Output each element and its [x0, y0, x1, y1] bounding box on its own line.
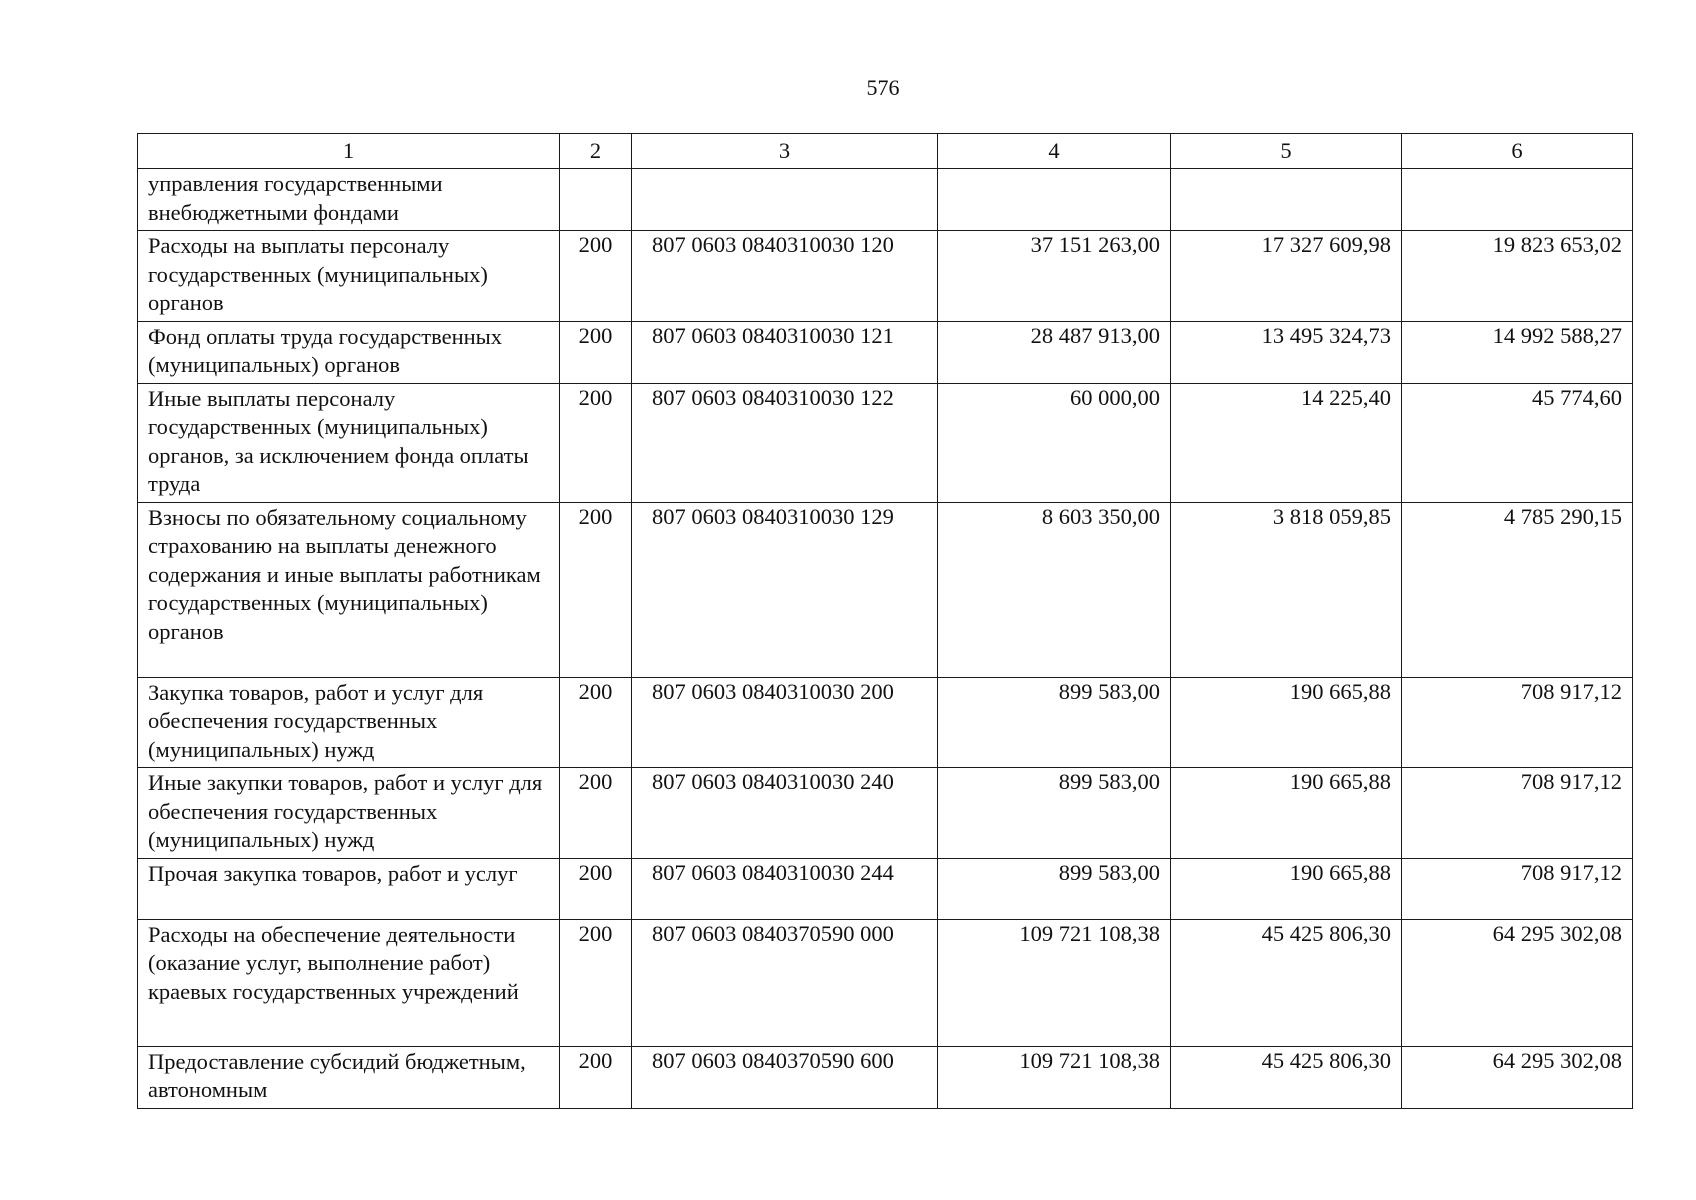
column-header-3: 3 — [632, 134, 938, 169]
table-body — [138, 169, 1633, 1109]
row-unexecuted-cell: 4 785 290,15 — [1402, 502, 1633, 677]
row-budget-code-cell: 807 0603 0840370590 000 — [632, 919, 938, 1046]
row-executed-cell: 190 665,88 — [1171, 858, 1402, 919]
row-budget-code-cell: 807 0603 0840310030 129 — [632, 502, 938, 677]
row-line-code-cell — [560, 169, 632, 231]
row-line-code-cell: 200 — [560, 383, 632, 502]
table-row — [138, 1046, 1633, 1108]
row-line-code-cell: 200 — [560, 1046, 632, 1108]
row-executed-cell: 190 665,88 — [1171, 677, 1402, 768]
row-approved-cell: 899 583,00 — [938, 677, 1171, 768]
row-budget-code-cell: 807 0603 0840310030 121 — [632, 321, 938, 383]
row-name-cell: управления государственными внебюджетными фондами — [138, 169, 560, 231]
row-line-code-cell: 200 — [560, 768, 632, 859]
row-approved-cell: 60 000,00 — [938, 383, 1171, 502]
row-approved-cell: 37 151 263,00 — [938, 231, 1171, 322]
row-unexecuted-cell: 708 917,12 — [1402, 858, 1633, 919]
row-approved-cell: 28 487 913,00 — [938, 321, 1171, 383]
row-executed-cell: 190 665,88 — [1171, 768, 1402, 859]
page-number: 576 — [866, 75, 900, 100]
row-name-cell: Фонд оплаты труда государственных (муниципальных) органов — [138, 321, 560, 383]
row-name-cell: Иные выплаты персоналу государственных (муниципальных) органов, за исключением фонда оплаты труда — [138, 383, 560, 502]
row-executed-cell — [1171, 169, 1402, 231]
row-budget-code-cell: 807 0603 0840310030 122 — [632, 383, 938, 502]
row-budget-code-cell: 807 0603 0840310030 200 — [632, 677, 938, 768]
row-executed-cell: 17 327 609,98 — [1171, 231, 1402, 322]
row-budget-code-cell — [632, 169, 938, 231]
row-line-code-cell: 200 — [560, 858, 632, 919]
row-approved-cell: 899 583,00 — [938, 768, 1171, 859]
row-name-cell: Взносы по обязательному социальному страхованию на выплаты денежного содержания и иные выплаты работникам государственных (муниципальных) органов — [138, 502, 560, 677]
row-name-cell: Иные закупки товаров, работ и услуг для обеспечения государственных (муниципальных) нужд — [138, 768, 560, 859]
row-line-code-cell: 200 — [560, 919, 632, 1046]
table-row — [138, 169, 1633, 231]
table-row — [138, 677, 1633, 768]
table-row — [138, 383, 1633, 502]
row-approved-cell: 109 721 108,38 — [938, 1046, 1171, 1108]
column-header-5: 5 — [1171, 134, 1402, 169]
table-row — [138, 768, 1633, 859]
row-executed-cell: 14 225,40 — [1171, 383, 1402, 502]
column-header-6: 6 — [1402, 134, 1633, 169]
table-header — [138, 134, 1633, 169]
table-row — [138, 919, 1633, 1046]
row-unexecuted-cell: 708 917,12 — [1402, 768, 1633, 859]
row-budget-code-cell: 807 0603 0840370590 600 — [632, 1046, 938, 1108]
row-line-code-cell: 200 — [560, 231, 632, 322]
row-name-cell: Закупка товаров, работ и услуг для обеспечения государственных (муниципальных) нужд — [138, 677, 560, 768]
row-line-code-cell: 200 — [560, 502, 632, 677]
row-executed-cell: 45 425 806,30 — [1171, 1046, 1402, 1108]
row-name-cell: Расходы на выплаты персоналу государственных (муниципальных) органов — [138, 231, 560, 322]
row-budget-code-cell: 807 0603 0840310030 240 — [632, 768, 938, 859]
row-budget-code-cell: 807 0603 0840310030 120 — [632, 231, 938, 322]
row-line-code-cell: 200 — [560, 677, 632, 768]
table-row — [138, 321, 1633, 383]
table-row — [138, 231, 1633, 322]
budget-execution-table — [137, 133, 1633, 1109]
row-unexecuted-cell: 708 917,12 — [1402, 677, 1633, 768]
row-executed-cell: 45 425 806,30 — [1171, 919, 1402, 1046]
row-executed-cell: 13 495 324,73 — [1171, 321, 1402, 383]
row-unexecuted-cell: 64 295 302,08 — [1402, 1046, 1633, 1108]
row-unexecuted-cell — [1402, 169, 1633, 231]
row-executed-cell: 3 818 059,85 — [1171, 502, 1402, 677]
row-approved-cell: 8 603 350,00 — [938, 502, 1171, 677]
row-unexecuted-cell: 45 774,60 — [1402, 383, 1633, 502]
column-header-2: 2 — [560, 134, 632, 169]
table-row — [138, 502, 1633, 677]
row-unexecuted-cell: 14 992 588,27 — [1402, 321, 1633, 383]
column-header-4: 4 — [938, 134, 1171, 169]
column-header-1: 1 — [138, 134, 560, 169]
row-approved-cell — [938, 169, 1171, 231]
row-approved-cell: 899 583,00 — [938, 858, 1171, 919]
table-row — [138, 858, 1633, 919]
row-approved-cell: 109 721 108,38 — [938, 919, 1171, 1046]
row-unexecuted-cell: 19 823 653,02 — [1402, 231, 1633, 322]
row-name-cell: Прочая закупка товаров, работ и услуг — [138, 858, 560, 919]
row-budget-code-cell: 807 0603 0840310030 244 — [632, 858, 938, 919]
row-unexecuted-cell: 64 295 302,08 — [1402, 919, 1633, 1046]
row-line-code-cell: 200 — [560, 321, 632, 383]
row-name-cell: Предоставление субсидий бюджетным, автономным — [138, 1046, 560, 1108]
row-name-cell: Расходы на обеспечение деятельности (оказание услуг, выполнение работ) краевых государственных учреждений — [138, 919, 560, 1046]
header-row — [138, 134, 1633, 169]
